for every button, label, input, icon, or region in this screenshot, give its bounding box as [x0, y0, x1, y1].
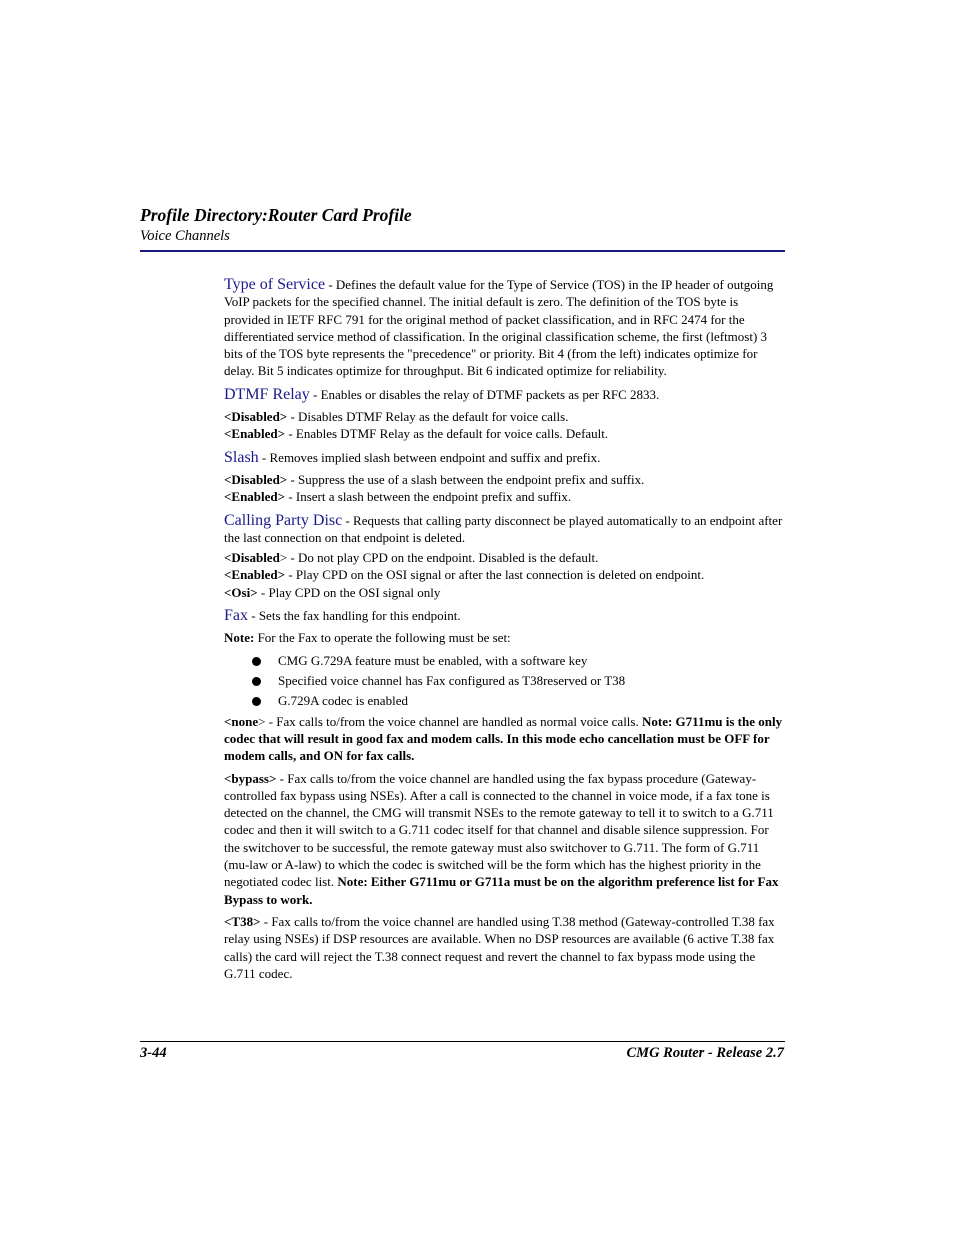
fax-description: - Sets the fax handling for this endpoint. [248, 608, 461, 624]
option-key: <bypass> [224, 770, 277, 786]
note-text: For the Fax to operate the following must be set: [254, 630, 511, 646]
option-key: <Disabled> [224, 409, 288, 425]
option-text: - Disables DTMF Relay as the default for voice calls. [287, 409, 569, 425]
fax-note [224, 629, 786, 646]
option-key: <none [224, 713, 259, 729]
term-fax: Fax [224, 607, 248, 625]
fax-requirements-list [224, 651, 786, 711]
term-calling-party-disc: Calling Party Disc [224, 511, 343, 529]
slash-description: - Removes implied slash between endpoint and suffix and prefix. [258, 449, 601, 465]
bullet-icon [252, 677, 261, 686]
page-title: Profile Directory:Router Card Profile [140, 205, 412, 225]
section-fax [224, 607, 786, 982]
page-subtitle: Voice Channels [140, 228, 230, 244]
dtmf-paragraph [224, 386, 786, 403]
tos-description: - Defines the default value for the Type of Service (TOS) in the IP header of outgoing VoIP packets for the specified channel. The initial default is zero. The definition of the TOS byte is provided in IETF RFC 791 for the original method of packet classification, and in RFC 2474 for the differentiated service method of classification. In the original classification scheme, the first (leftmost) 3 bits of the TOS byte represents the "precedence" or priority. Bit 4 (from the left) indicates optimize for delay. Bit 5 indicates optimize for throughput. Bit 6 indicated optimize for reliability. [224, 277, 774, 379]
section-type-of-service [224, 276, 786, 380]
page-number: 3-44 [140, 1045, 167, 1061]
section-dtmf-relay [224, 386, 786, 443]
option-text: > - Fax calls to/from the voice channel are handled as normal voice calls. [258, 713, 642, 729]
slash-paragraph [224, 449, 786, 466]
section-calling-party-disc [224, 512, 786, 601]
cpd-paragraph [224, 512, 786, 547]
list-item [224, 671, 786, 691]
list-item-text: Specified voice channel has Fax configured as T38reserved or T38 [278, 672, 626, 688]
cpd-description: - Requests that calling party disconnect be played automatically to an endpoint after the last connection on that endpoint is deleted. [224, 512, 783, 545]
option-key: <Enabled> [224, 567, 286, 583]
option-note: Note: Either G711mu or G711a must be on the algorithm preference list for Fax Bypass to work. [224, 874, 779, 907]
fax-paragraph [224, 607, 786, 624]
fax-option-bypass [224, 770, 786, 908]
option-text: > - Do not play CPD on the endpoint. Disabled is the default. [279, 550, 599, 566]
option-text: - Insert a slash between the endpoint prefix and suffix. [285, 489, 572, 505]
term-dtmf-relay: DTMF Relay [224, 385, 310, 403]
list-item [224, 651, 786, 671]
list-item-text: CMG G.729A feature must be enabled, with a software key [278, 652, 588, 668]
footer-divider [140, 1041, 785, 1042]
option-text: - Suppress the use of a slash between the endpoint prefix and suffix. [287, 471, 645, 487]
main-content [224, 276, 786, 988]
option-text: - Enables DTMF Relay as the default for voice calls. Default. [285, 426, 609, 442]
header-divider [140, 250, 785, 252]
tos-paragraph [224, 276, 786, 380]
note-label: Note: [224, 630, 255, 646]
dtmf-option-enabled [224, 425, 786, 442]
list-item [224, 691, 786, 711]
term-slash: Slash [224, 448, 259, 466]
option-text: - Fax calls to/from the voice channel are handled using T.38 method (Gateway-controlled T.38 fax relay using NSEs) if DSP resources are available. When no DSP resources are available (6 active T.38 fax calls) the card will reject the T.38 connect request and revert the channel to fax bypass mode using the G.711 codec. [224, 913, 775, 981]
fax-option-t38 [224, 913, 786, 982]
cpd-option-osi [224, 584, 786, 601]
slash-option-enabled [224, 488, 786, 505]
option-key: <Disabled> [224, 471, 288, 487]
option-key: <Enabled> [224, 489, 286, 505]
list-item-text: G.729A codec is enabled [278, 692, 408, 708]
option-text: - Play CPD on the OSI signal or after the last connection is deleted on endpoint. [285, 567, 705, 583]
option-key: <Disabled [224, 550, 280, 566]
section-slash [224, 449, 786, 506]
cpd-option-disabled [224, 549, 786, 566]
bullet-icon [252, 657, 261, 666]
option-text: - Fax calls to/from the voice channel are handled using the fax bypass procedure (Gateway-controlled fax bypass using NSEs). After a call is connected to the channel in voice mode, if a fax tone is detected on the channel, the CMG will transmit NSEs to the remote gateway to tell it to switch to a G.711 codec and then it will switch to a G.711 codec itself for that channel and disable silence suppression. For the switchover to be successful, the remote gateway must also switchover to G.711. The form of G.711 (mu-law or A-law) to which the codec is switched will be the form which has the highest priority in the negotiated codec list. [224, 770, 774, 890]
dtmf-description: - Enables or disables the relay of DTMF packets as per RFC 2833. [309, 386, 660, 402]
option-key: <T38> [224, 913, 261, 929]
bullet-icon [252, 697, 261, 706]
slash-option-disabled [224, 471, 786, 488]
option-text: - Play CPD on the OSI signal only [257, 584, 441, 600]
term-type-of-service: Type of Service [224, 276, 326, 293]
option-key: <Enabled> [224, 426, 286, 442]
fax-option-none [224, 713, 786, 765]
release-label: CMG Router - Release 2.7 [626, 1045, 784, 1061]
cpd-option-enabled [224, 566, 786, 583]
option-note: Note: G711mu is the only codec that will result in good fax and modem calls. In this mode echo cancellation must be OFF for modem calls, and ON for fax calls. [224, 713, 783, 764]
option-key: <Osi> [224, 584, 258, 600]
dtmf-option-disabled [224, 408, 786, 425]
